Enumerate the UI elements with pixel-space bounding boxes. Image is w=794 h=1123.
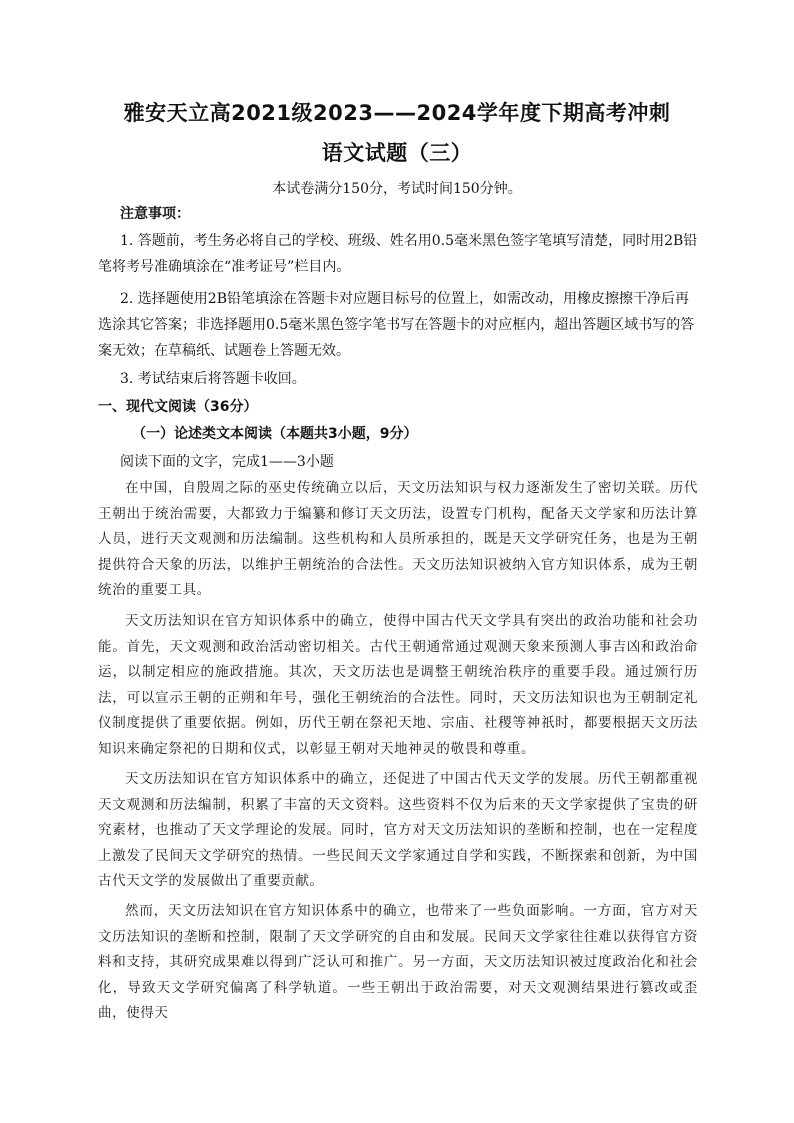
exam-title: 雅安天立高2021级2023——2024学年度下期高考冲刺 (123, 101, 671, 125)
note-item: 1. 答题前，考生务必将自己的学校、班级、姓名用0.5毫米黑色签字笔填写清楚，同时用2B铅笔将考号准确填涂在“准考证号”栏目内。 (98, 233, 698, 275)
reading-instruction: 阅读下面的文字，完成1——3小题 (120, 454, 334, 470)
section-heading: 一、现代文阅读（36分） (98, 399, 258, 415)
note-item: 3. 考试结束后将答题卡收回。 (120, 371, 306, 387)
passage-paragraph: 然而，天文历法知识在官方知识体系中的确立，也带来了一些负面影响。一方面，官方对天文历法知识的垄断和控制，限制了天文学研究的自由和发展。民间天文学家往往难以获得官方资料和支持，其研究成果难以得到广泛认可和推广。另一方面，天文历法知识被过度政治化和社会化，导致天文学研究偏离了科学轨道。一些王朝出于政治需要，对天文观测结果进行篡改或歪曲，使得天 (98, 903, 698, 1022)
exam-info: 本试卷满分150分，考试时间150分钟。 (272, 181, 522, 197)
passage-paragraph: 在中国，自殷周之际的巫史传统确立以后，天文历法知识与权力逐渐发生了密切关联。历代王朝出于统治需要，大都致力于编纂和修订天文历法，设置专门机构，配备天文学家和历法计算人员，进行天文观测和历法编制。这些机构和人员所承担的，既是天文学研究任务，也是为王朝提供符合天象的历法，以维护王朝统治的合法性。天文历法知识被纳入官方知识体系，成为王朝统治的重要工具。 (98, 480, 698, 599)
note-item: 2. 选择题使用2B铅笔填涂在答题卡对应题目标号的位置上，如需改动，用橡皮擦擦干净后再选涂其它答案；非选择题用0.5毫米黑色签字笔书写在答题卡的对应框内，超出答题区域书写的答案无效；在草稿纸、试题卷上答题无效。 (98, 291, 695, 359)
passage-paragraph: 天文历法知识在官方知识体系中的确立，使得中国古代天文学具有突出的政治功能和社会功能。首先，天文观测和政治活动密切相关。古代王朝通常通过观测天象来预测人事吉凶和政治命运，以制定相应的施政措施。其次，天文历法也是调整王朝统治秩序的重要手段。通过颁行历法，可以宣示王朝的正朔和年号，强化王朝统治的合法性。同时，天文历法知识也为王朝制定礼仪制度提供了重要依据。例如，历代王朝在祭祀天地、宗庙、社稷等神祇时，都要根据天文历法知识来确定祭祀的日期和仪式，以彰显王朝对天地神灵的敬畏和尊重。 (98, 613, 698, 757)
exam-subject-title: 语文试题（三） (321, 141, 473, 165)
passage-paragraph: 天文历法知识在官方知识体系中的确立，还促进了中国古代天文学的发展。历代王朝都重视天文观测和历法编制，积累了丰富的天文资料。这些资料不仅为后来的天文学家提供了宝贵的研究素材，也推动了天文学理论的发展。同时，官方对天文历法知识的垄断和控制，也在一定程度上激发了民间天文学研究的热情。一些民间天文学家通过自学和实践，不断探索和创新，为中国古代天文学的发展做出了重要贡献。 (98, 771, 698, 890)
subsection-heading: （一）论述类文本阅读（本题共3小题，9分） (132, 426, 418, 442)
notes-heading: 注意事项： (120, 206, 190, 222)
